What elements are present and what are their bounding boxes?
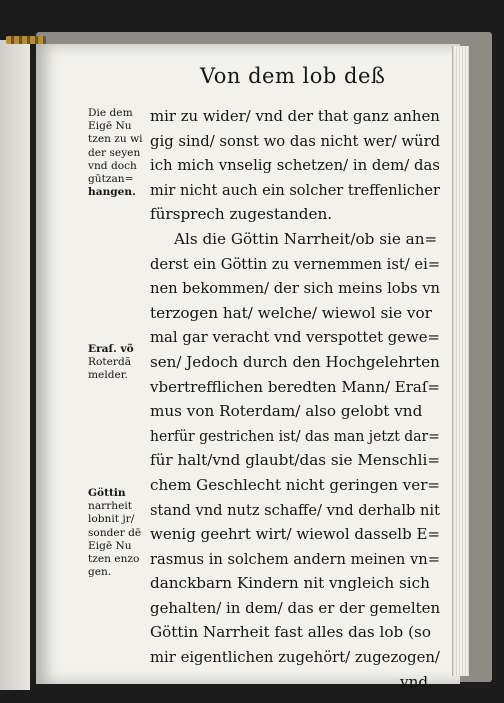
- text-line: sen/ Jedoch durch den Hochgelehrten: [150, 352, 440, 371]
- running-header: Von dem lob deß: [200, 64, 386, 88]
- marginal-line: narrheit: [88, 500, 133, 513]
- marginal-line: tzen enzo: [88, 552, 140, 565]
- marginal-line: sonder dē: [88, 526, 142, 539]
- text-line: vbertrefflichen beredten Mann/ Eraſ=: [150, 377, 441, 396]
- text-line: für halt/vnd glaubt/das sie Menschli=: [150, 451, 441, 470]
- marginal-line: gen.: [88, 566, 112, 579]
- binding-thread: [6, 36, 46, 44]
- text-line: gehalten/ in dem/ das er der gemelten: [150, 598, 441, 617]
- text-line: nen bekommen/ der sich meins lobs vn: [150, 279, 440, 298]
- text-line: mir zu wider/ vnd der that ganz anhen: [150, 107, 440, 125]
- text-line: danckbarn Kindern nit vngleich sich: [150, 574, 430, 593]
- left-page-block: [0, 40, 30, 690]
- marginal-line: Eigē Nu: [88, 539, 132, 552]
- text-line: stand vnd nutz schaffe/ vnd derhalb nit: [150, 500, 440, 519]
- marginal-line: Roterdã: [88, 356, 132, 369]
- text-line: mus von Roterdam/ also gelobt vnd: [150, 402, 423, 421]
- text-line: mal gar veracht vnd verspottet gewe=: [150, 328, 440, 347]
- text-line: terzogen hat/ welche/ wiewol sie vor: [150, 303, 432, 322]
- marginal-line: gūtzan=: [88, 172, 134, 185]
- marginal-line: melder.: [88, 369, 129, 382]
- text-line: herfür gestrichen ist/ das man jetzt dar=: [150, 426, 440, 445]
- marginal-line: der seyen: [88, 146, 141, 159]
- text-line: fürsprech zugestanden.: [150, 205, 333, 224]
- text-line: ich mich vnselig schetzen/ in dem/ das: [150, 156, 440, 175]
- text-line: Als die Göttin Narrheit/ob sie an=: [174, 229, 438, 248]
- text-line: chem Geschlecht nicht geringen ver=: [150, 475, 441, 494]
- marginal-line: lobnit jr/: [88, 513, 135, 526]
- marginal-line: vnd doch: [88, 159, 137, 172]
- marginal-line: Eraſ. võ: [88, 343, 134, 355]
- text-line: gig sind/ sonst wo das nicht wer/ würd: [150, 131, 441, 150]
- text-line: mir eigentlichen zugehört/ zugezogen/: [150, 648, 440, 667]
- text-line: derst ein Göttin zu vernemmen ist/ ei=: [150, 254, 441, 273]
- page-fore-edge: [452, 46, 469, 676]
- marginal-line: hangen.: [88, 186, 136, 199]
- marginal-line: Eigē Nu: [88, 120, 132, 133]
- catchword: vnd: [400, 672, 429, 691]
- marginal-line: Die dem: [88, 107, 133, 119]
- marginal-line: tzen zu wi: [88, 133, 143, 146]
- marginal-note-2: [88, 343, 150, 383]
- text-line: wenig geehrt wirt/ wiewol dasselb E=: [150, 525, 441, 544]
- text-line: mir nicht auch ein solcher treffenlicher: [150, 180, 440, 199]
- marginal-note-1: [88, 107, 150, 199]
- marginal-note-3: [88, 487, 150, 579]
- text-line: rasmus in solchem andern meinen vn=: [150, 549, 440, 568]
- marginal-line: Göttin: [88, 487, 126, 499]
- body-text: [150, 104, 440, 694]
- text-line: Göttin Narrheit fast alles das lob (so: [150, 623, 431, 642]
